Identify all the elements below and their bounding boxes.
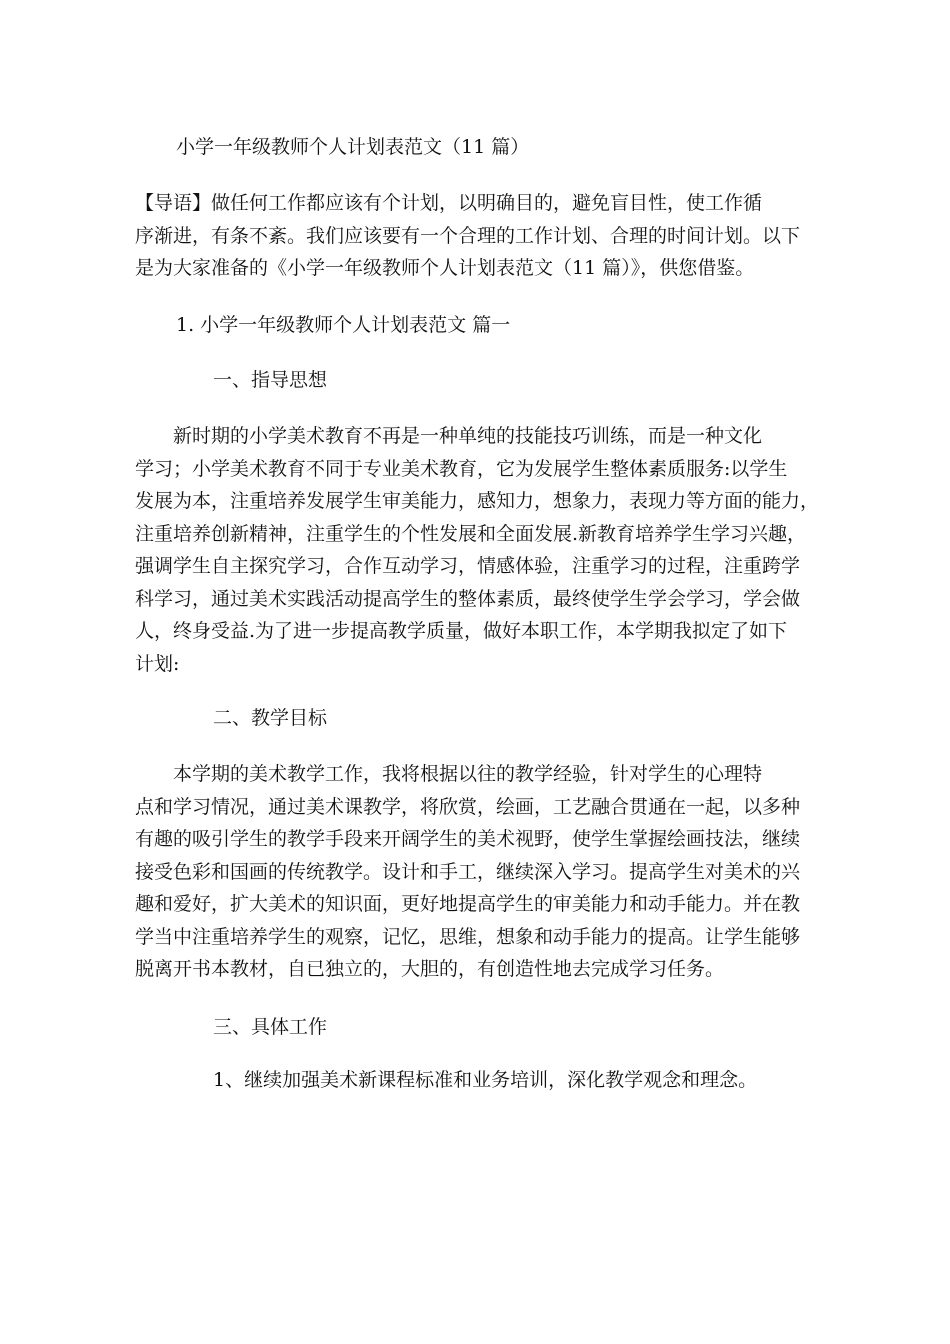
heading-guiding-ideology: 一、指导思想 [213,369,328,391]
body-line: 人，终身受益.为了进一步提高教学质量，做好本职工作，本学期我拟定了如下 [135,620,788,642]
body-line: 接受色彩和国画的传统教学。设计和手工，继续深入学习。提高学生对美术的兴 [135,860,801,883]
body-line: 计划: [135,652,180,675]
body-paragraph-teaching-goals [135,758,835,986]
body-line: 新时期的小学美术教育不再是一种单纯的技能技巧训练，而是一种文化 [135,425,763,447]
body-line: 学习；小学美术教育不同于专业美术教育，它为发展学生整体素质服务:以学生 [135,457,788,480]
intro-paragraph [135,187,820,285]
intro-line: 是为大家准备的《小学一年级教师个人计划表范文（11 篇）》，供您借鉴。 [135,257,755,279]
body-line: 注重培养创新精神，注重学生的个性发展和全面发展.新教育培养学生学习兴趣， [135,522,807,545]
body-line: 脱离开书本教材，自已独立的，大胆的，有创造性地去完成学习任务。 [135,958,725,980]
heading-specific-work: 三、具体工作 [213,1016,328,1038]
body-line: 学当中注重培养学生的观察，记忆，思维，想象和动手能力的提高。让学生能够 [135,925,801,948]
work-item: 1、继续加强美术新课程标准和业务培训，深化教学观念和理念。 [213,1069,758,1091]
body-line: 科学习，通过美术实践活动提高学生的整体素质，最终使学生学会学习，学会做 [135,587,801,610]
section-title: 1. 小学一年级教师个人计划表范文 篇一 [176,314,511,336]
body-line: 趣和爱好，扩大美术的知识面，更好地提高学生的审美能力和动手能力。并在教 [135,893,801,915]
body-line: 点和学习情况，通过美术课教学，将欣赏，绘画，工艺融合贯通在一起，以多种 [135,795,801,818]
intro-line: 序渐进，有条不紊。我们应该要有一个合理的工作计划、合理的时间计划。以下 [135,224,801,247]
body-line: 本学期的美术教学工作，我将根据以往的教学经验，针对学生的心理特 [135,763,763,785]
heading-teaching-goals: 二、教学目标 [213,707,328,729]
intro-line: 【导语】做任何工作都应该有个计划，以明确目的，避免盲目性，使工作循 [135,192,763,214]
document-title: 小学一年级教师个人计划表范文（11 篇） [176,136,530,158]
body-line: 发展为本，注重培养发展学生审美能力，感知力，想象力，表现力等方面的能力， [135,490,820,512]
body-paragraph-guiding-ideology [135,420,835,680]
body-line: 强调学生自主探究学习，合作互动学习，情感体验，注重学习的过程，注重跨学 [135,555,801,577]
body-line: 有趣的吸引学生的教学手段来开阔学生的美术视野，使学生掌握绘画技法，继续 [135,828,801,850]
